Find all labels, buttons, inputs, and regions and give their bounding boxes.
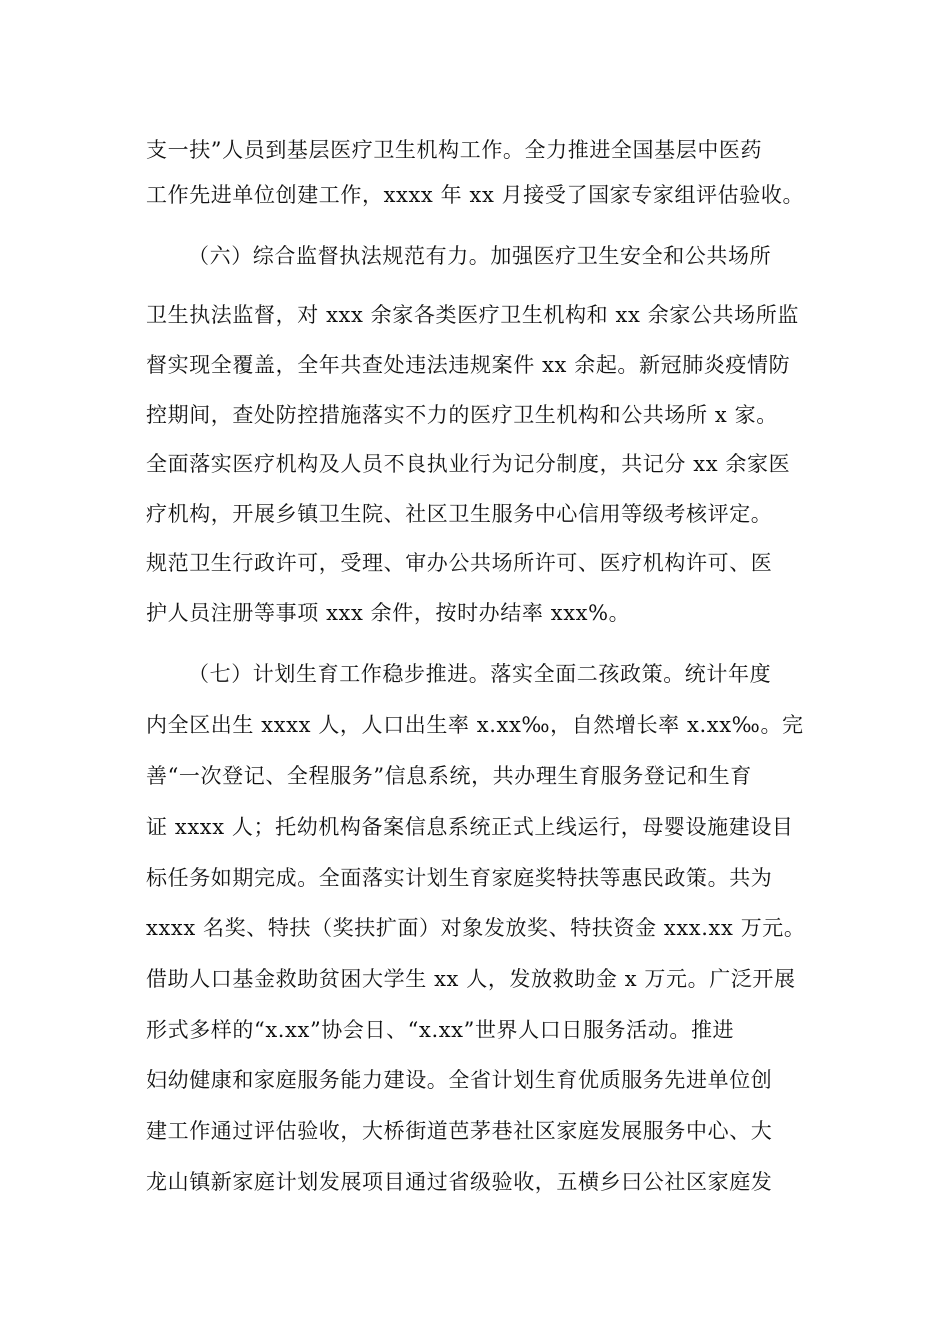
text-line: 建工作通过评估验收，大桥街道芭茅巷社区家庭发展服务中心、大	[146, 1119, 773, 1143]
text-line: xxxx 名奖、特扶（奖扶扩面）对象发放奖、特扶资金 xxx.xx 万元。	[146, 916, 806, 940]
text-line: 疗机构，开展乡镇卫生院、社区卫生服务中心信用等级考核评定。	[146, 502, 773, 526]
text-line: 龙山镇新家庭计划发展项目通过省级验收，五横乡曰公社区家庭发	[146, 1170, 773, 1194]
text-line: 工作先进单位创建工作，xxxx 年 xx 月接受了国家专家组评估验收。	[146, 183, 805, 207]
text-line: 全面落实医疗机构及人员不良执业行为记分制度，共记分 xx 余家医	[146, 452, 791, 476]
text-line: 形式多样的“x.xx”协会日、“x.xx”世界人口日服务活动。推进	[146, 1018, 735, 1042]
text-line: 支一扶”人员到基层医疗卫生机构工作。全力推进全国基层中医药	[146, 138, 763, 162]
text-line: 内全区出生 xxxx 人，人口出生率 x.xx‰，自然增长率 x.xx‰。完	[146, 713, 804, 737]
text-line: 证 xxxx 人；托幼机构备案信息系统正式上线运行，母婴设施建设目	[146, 815, 794, 839]
text-line: 借助人口基金救助贫困大学生 xx 人，发放救助金 x 万元。广泛开展	[146, 967, 796, 991]
text-line: 护人员注册等事项 xxx 余件，按时办结率 xxx%。	[146, 601, 631, 625]
text-line: 控期间，查处防控措施落实不力的医疗卫生机构和公共场所 x 家。	[146, 403, 778, 427]
text-line: 督实现全覆盖，全年共查处违法违规案件 xx 余起。新冠肺炎疫情防	[146, 353, 791, 377]
text-line: （六）综合监督执法规范有力。加强医疗卫生安全和公共场所	[188, 244, 772, 268]
text-line: 善“一次登记、全程服务”信息系统，共办理生育服务登记和生育	[146, 764, 752, 788]
text-line: 卫生执法监督，对 xxx 余家各类医疗卫生机构和 xx 余家公共场所监	[146, 303, 799, 327]
text-line: 标任务如期完成。全面落实计划生育家庭奖特扶等惠民政策。共为	[146, 866, 773, 890]
text-line: 妇幼健康和家庭服务能力建设。全省计划生育优质服务先进单位创	[146, 1068, 773, 1092]
text-line: 规范卫生行政许可，受理、审办公共场所许可、医疗机构许可、医	[146, 551, 773, 575]
text-line: （七）计划生育工作稳步推进。落实全面二孩政策。统计年度	[188, 662, 772, 686]
